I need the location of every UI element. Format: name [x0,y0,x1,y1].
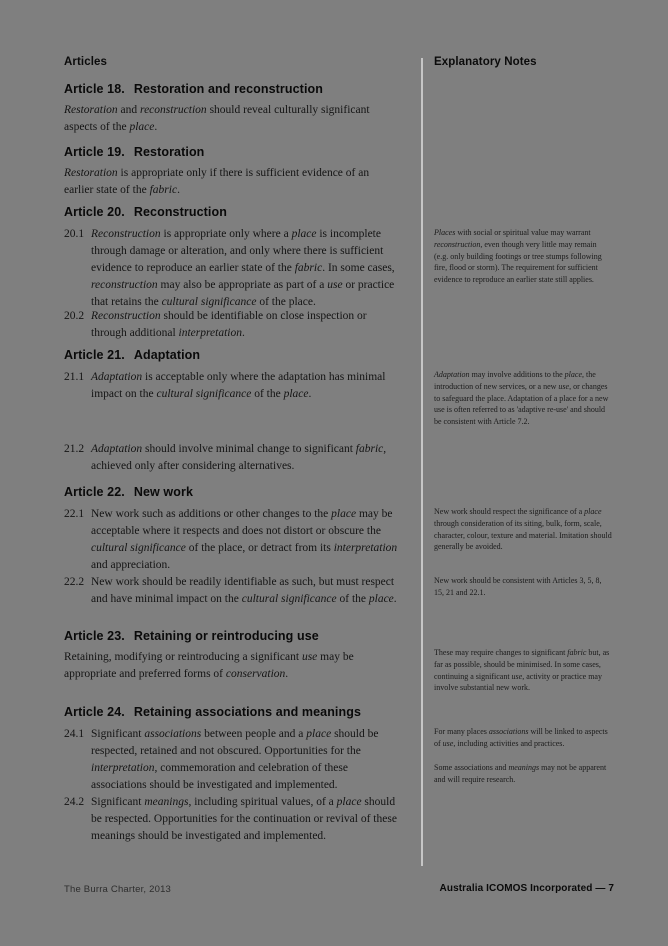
article-21-heading [64,348,200,362]
article-20-number: Article 20. [64,205,125,219]
article-21-2-paragraph [64,441,400,475]
article-18-heading [64,82,323,96]
article-19-heading [64,145,204,159]
paragraph-number: 21.2 [64,443,85,455]
paragraph-number: 20.1 [64,228,85,240]
paragraph-text: Reconstruction should be identifiable on close inspection or through additional interpretation. [91,310,367,339]
article-24-2-paragraph [64,794,400,845]
footer-document-title: The Burra Charter, 2013 [64,884,172,895]
article-23-body: Retaining, modifying or reintroducing a significant use may be appropriate and preferred forms of conservation. [64,651,354,680]
paragraph-number: 22.2 [64,576,85,588]
article-24-1-paragraph [64,726,400,794]
article-18-number: Article 18. [64,82,125,96]
article-19-title: Restoration [133,145,205,159]
paragraph-number: 20.2 [64,310,85,322]
paragraph-text: Adaptation should involve minimal change to significant fabric, achieved only after considering alternatives. [91,443,387,472]
paragraph-text: Significant associations between people and a place should be respected, retained and not obscured. Opportunities for the interpretation, commemoration and celebration of these associations should be investigated and implemented. [91,728,379,791]
note-article-23: These may require changes to significant fabric but, as far as possible, should be minimised. In some cases, continuing a significant use, activity or practice may involve substantial new work. [434,648,610,693]
article-20-2-paragraph [64,308,400,342]
paragraph-number: 24.1 [64,728,85,740]
article-19-body: Restoration is appropriate only if there is sufficient evidence of an earlier state of the fabric. [64,167,370,196]
paragraph-text: Reconstruction is appropriate only where a place is incomplete through damage or alteration, and only where there is sufficient evidence to reproduce an earlier state of the fabric. In some cases, reconstruction may also be appropriate as part of a use or practice that retains the cultural significance of the place. [91,228,395,308]
footer-page-number: Australia ICOMOS Incorporated — 7 [439,883,614,894]
paragraph-text: New work such as additions or other changes to the place may be acceptable where it respects and does not distort or obscure the cultural significance of the place, or detract from its interpretation and appreciation. [91,508,398,571]
article-23-number: Article 23. [64,629,125,643]
article-18-title: Restoration and reconstruction [133,82,323,96]
article-24-heading [64,705,361,719]
article-21-1-paragraph [64,369,400,403]
paragraph-text: New work should be readily identifiable as such, but must respect and have minimal impact on the cultural significance of the place. [91,576,397,605]
paragraph-number: 21.1 [64,371,85,383]
paragraph-text: Significant meanings, including spiritual values, of a place should be respected. Opportunities for the continuation or revival of these meanings should be investigated and implemented. [91,796,397,842]
article-22-title: New work [133,485,194,499]
note-article-20-1: Places with social or spiritual value may warrant reconstruction, even though very little may remain (e.g. only building footings or tree stumps following fire, flood or storm). The requirement for sufficient evidence to reproduce an earlier state still applies. [434,228,602,285]
column-divider [421,58,423,866]
article-24-title: Retaining associations and meanings [133,705,362,719]
article-24-number: Article 24. [64,705,125,719]
paragraph-number: 22.1 [64,508,85,520]
article-19-number: Article 19. [64,145,125,159]
article-22-number: Article 22. [64,485,125,499]
note-article-21-1: Adaptation may involve additions to the place, the introduction of new services, or a new use, or changes to safeguard the place. Adaptation of a place for a new use is often referred to as 'adaptive re-use' and should be consistent with Article 7.2. [434,370,609,427]
article-20-heading [64,205,227,219]
article-22-1-paragraph [64,506,400,574]
article-22-heading [64,485,193,499]
article-21-title: Adaptation [133,348,201,362]
note-article-22-2: New work should be consistent with Articles 3, 5, 8, 15, 21 and 22.1. [434,576,602,597]
paragraph-number: 24.2 [64,796,85,808]
article-23-title: Retaining or reintroducing use [133,629,319,643]
paragraph-text: Adaptation is acceptable only where the adaptation has minimal impact on the cultural significance of the place. [91,371,386,400]
note-article-24-1a: For many places associations will be linked to aspects of use, including activities and practices. [434,727,608,748]
note-article-24-1b: Some associations and meanings may not be apparent and will require research. [434,763,607,784]
article-20-1-paragraph [64,226,400,311]
article-23-heading [64,629,319,643]
explanatory-notes-column-header: Explanatory Notes [434,56,537,68]
articles-column-header: Articles [64,56,107,68]
article-20-title: Reconstruction [133,205,227,219]
article-18-body: Restoration and reconstruction should reveal culturally significant aspects of the place. [64,104,370,133]
note-article-22-1: New work should respect the significance of a place through consideration of its siting, bulk, form, scale, character, colour, texture and material. Imitation should generally be avoided. [434,507,612,552]
article-22-2-paragraph [64,574,400,608]
article-21-number: Article 21. [64,348,125,362]
